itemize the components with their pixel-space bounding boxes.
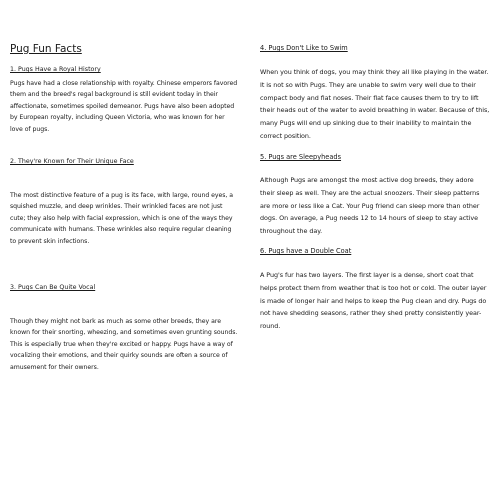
section-body: Although Pugs are amongst the most active dog breeds, they adore their sleep as well. They are the actual snoozers. Their sleep patterns are more or less like a Cat. Your Pug friend can sleep more than other dogs. On average, a Pug needs 12 to 14 hours of sleep to stay active throughout the day. [260,176,480,236]
section-vocal [10,284,238,373]
section-heading: 1. Pugs Have a Royal History [10,66,101,73]
section-unique-face [10,158,238,247]
section-double-coat [260,247,490,333]
section-body: Pugs have had a close relationship with royalty. Chinese emperors favored them and the breed's regal background is still evident today in their affectionate, sometimes spoiled demeanor. Pugs have also been adopted by European royalty, including Queen Victoria, who was known for her love of pugs. [10,80,238,133]
section-heading: 6. Pugs have a Double Coat [260,247,352,255]
section-swim [260,44,490,143]
section-body: A Pug's fur has two layers. The first layer is a dense, short coat that helps protect them from weather that is too hot or cold. The outer layer is made of longer hair and helps to keep the Pug clean and dry. Pugs do not have shedding seasons, rather they shed pretty consistently year-round. [260,271,487,331]
section-royal-history [10,66,238,135]
section-body: Though they might not bark as much as some other breeds, they are known for their snorting, wheezing, and sometimes even grunting sounds. This is especially true when they're excited or happy. Pugs have a way of vocalizing their emotions, and their quirky sounds are often a source of amusement for their owners. [10,318,238,371]
section-heading: 4. Pugs Don't Like to Swim [260,44,348,52]
section-heading: 5. Pugs are Sleepyheads [260,153,342,161]
section-heading: 3. Pugs Can Be Quite Vocal [10,284,96,291]
section-body: The most distinctive feature of a pug is its face, with large, round eyes, a squished muzzle, and deep wrinkles. Their wrinkled faces are not just cute; they also help with facial expression, which is one of the ways they communicate with humans. These wrinkles also require regular cleaning to prevent skin infections. [10,192,233,245]
section-heading: 2. They're Known for Their Unique Face [10,158,134,165]
section-body: When you think of dogs, you may think they all like playing in the water. It is not so with Pugs. They are unable to swim very well due to their compact body and flat noses. Their flat face causes them to try to lift their heads out of the water to avoid breathing in water. Because of this, many Pugs will end up sinking due to their inability to maintain the correct position. [260,68,490,140]
section-sleepyheads [260,153,490,238]
document-title: Pug Fun Facts [10,43,82,55]
